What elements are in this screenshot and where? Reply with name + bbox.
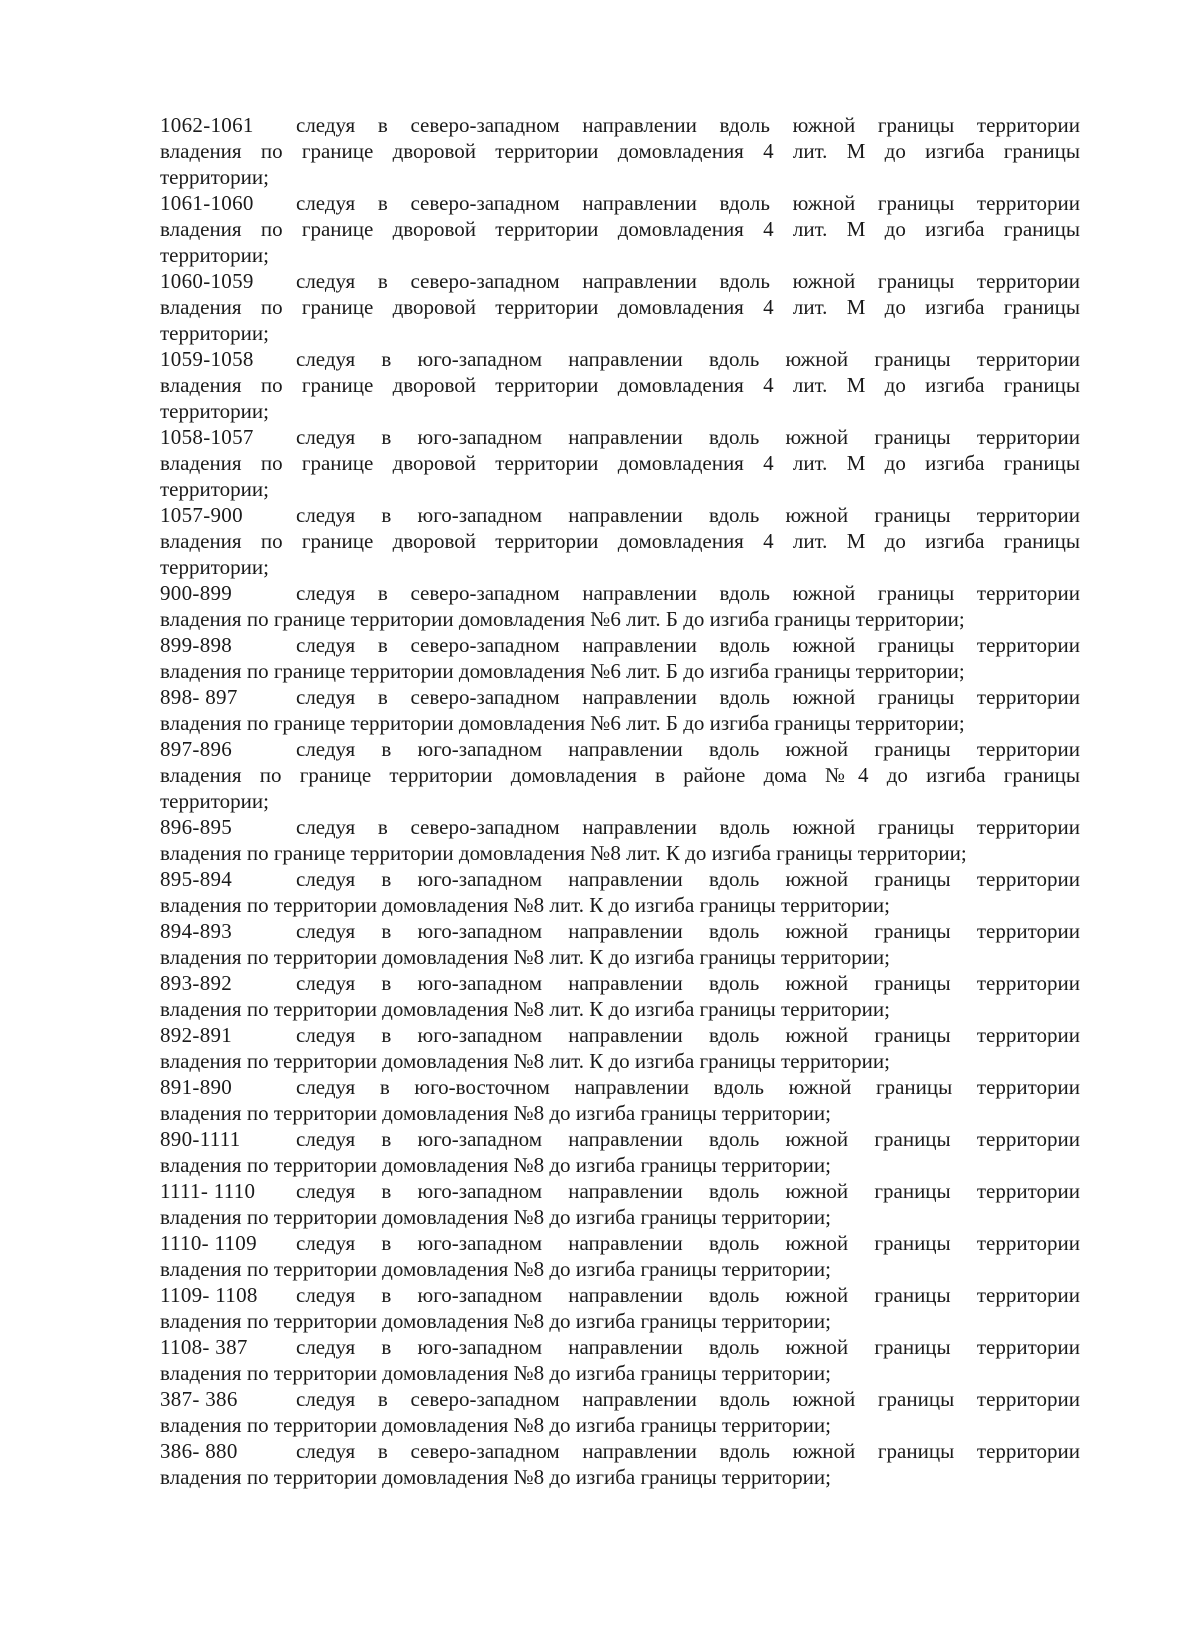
segment-code: 1059-1058 [160,347,254,371]
segment-description-line-1: следуя в юго-западном направлении вдоль южной границы территории [296,1023,1080,1047]
segment-code: 893-892 [160,971,233,995]
boundary-entry [160,814,1080,866]
segment-code: 899-898 [160,633,233,657]
segment-description-line-3: территории; [160,321,269,345]
segment-description-line-1: следуя в юго-западном направлении вдоль южной границы территории [296,919,1080,943]
segment-description-line-2: владения по границе территории домовладения №6 лит. Б до изгиба границы территории; [160,659,965,683]
segment-description-line-2: владения по границе территории домовладения в районе дома №4 до изгиба границы [160,763,1080,787]
segment-description-line-2: владения по границе территории домовладения №6 лит. Б до изгиба границы территории; [160,607,965,631]
segment-description-line-1: следуя в юго-западном направлении вдоль южной границы территории [296,1179,1080,1203]
segment-code: 1110- 1109 [160,1231,257,1255]
segment-description-line-1: следуя в юго-западном направлении вдоль южной границы территории [296,347,1080,371]
entry-first-line [160,1126,1080,1152]
boundary-entry [160,580,1080,632]
segment-description-line-2: владения по территории домовладения №8 до изгиба границы территории; [160,1153,831,1177]
entry-first-line [160,268,1080,294]
segment-description-line-2: владения по территории домовладения №8 до изгиба границы территории; [160,1257,831,1281]
boundary-entry [160,190,1080,268]
boundary-entry [160,502,1080,580]
boundary-entry [160,1230,1080,1282]
entry-first-line [160,918,1080,944]
segment-description-line-2: владения по территории домовладения №8 до изгиба границы территории; [160,1361,831,1385]
entry-first-line [160,346,1080,372]
boundary-entry [160,970,1080,1022]
segment-code: 891-890 [160,1075,233,1099]
boundary-entry [160,1438,1080,1490]
boundary-entry [160,918,1080,970]
segment-description-line-2: владения по границе дворовой территории домовладения 4 лит. М до изгиба границы [160,217,1080,241]
boundary-entry [160,866,1080,918]
segment-description-line-1: следуя в северо-западном направлении вдоль южной границы территории [296,1387,1080,1411]
segment-description-line-3: территории; [160,243,269,267]
segment-description-line-3: территории; [160,789,269,813]
segment-code: 892-891 [160,1023,233,1047]
segment-description-line-2: владения по границе дворовой территории домовладения 4 лит. М до изгиба границы [160,295,1080,319]
boundary-entry [160,632,1080,684]
entry-first-line [160,424,1080,450]
boundary-entry [160,346,1080,424]
document-page [160,112,1080,1490]
entry-first-line [160,190,1080,216]
segment-description-line-1: следуя в юго-западном направлении вдоль южной границы территории [296,971,1080,995]
segment-code: 1062-1061 [160,113,254,137]
segment-description-line-1: следуя в юго-западном направлении вдоль южной границы территории [296,867,1080,891]
segment-description-line-2: владения по территории домовладения №8 лит. К до изгиба границы территории; [160,945,890,969]
segment-description-line-2: владения по границе дворовой территории домовладения 4 лит. М до изгиба границы [160,373,1080,397]
boundary-entry [160,736,1080,814]
entry-first-line [160,1386,1080,1412]
segment-description-line-2: владения по территории домовладения №8 до изгиба границы территории; [160,1413,831,1437]
boundary-entry [160,1178,1080,1230]
segment-description-line-2: владения по территории домовладения №8 до изгиба границы территории; [160,1309,831,1333]
segment-description-line-2: владения по территории домовладения №8 до изгиба границы территории; [160,1205,831,1229]
segment-description-line-1: следуя в северо-западном направлении вдоль южной границы территории [296,191,1080,215]
segment-description-line-2: владения по территории домовладения №8 лит. К до изгиба границы территории; [160,893,890,917]
boundary-entry [160,112,1080,190]
segment-description-line-2: владения по границе дворовой территории домовладения 4 лит. М до изгиба границы [160,451,1080,475]
boundary-entry-list [160,112,1080,1490]
segment-code: 1061-1060 [160,191,254,215]
entry-first-line [160,684,1080,710]
segment-description-line-1: следуя в северо-западном направлении вдоль южной границы территории [296,269,1080,293]
segment-description-line-3: территории; [160,165,269,189]
entry-first-line [160,1230,1080,1256]
entry-first-line [160,632,1080,658]
entry-first-line [160,1334,1080,1360]
segment-description-line-2: владения по границе дворовой территории домовладения 4 лит. М до изгиба границы [160,529,1080,553]
entry-first-line [160,736,1080,762]
segment-code: 1108- 387 [160,1335,248,1359]
boundary-entry [160,1282,1080,1334]
segment-description-line-2: владения по территории домовладения №8 лит. К до изгиба границы территории; [160,997,890,1021]
segment-description-line-1: следуя в северо-западном направлении вдоль южной границы территории [296,113,1080,137]
segment-code: 1111- 1110 [160,1179,256,1203]
entry-first-line [160,580,1080,606]
boundary-entry [160,424,1080,502]
segment-description-line-2: владения по границе территории домовладения №6 лит. Б до изгиба границы территории; [160,711,965,735]
segment-description-line-1: следуя в юго-западном направлении вдоль южной границы территории [296,1283,1080,1307]
segment-description-line-1: следуя в юго-западном направлении вдоль южной границы территории [296,737,1080,761]
segment-description-line-1: следуя в северо-западном направлении вдоль южной границы территории [296,685,1080,709]
segment-description-line-1: следуя в юго-западном направлении вдоль южной границы территории [296,425,1080,449]
segment-description-line-2: владения по территории домовладения №8 лит. К до изгиба границы территории; [160,1049,890,1073]
entry-first-line [160,1022,1080,1048]
segment-code: 1060-1059 [160,269,254,293]
entry-first-line [160,1178,1080,1204]
segment-description-line-1: следуя в северо-западном направлении вдоль южной границы территории [296,581,1080,605]
boundary-entry [160,1126,1080,1178]
segment-description-line-1: следуя в юго-западном направлении вдоль южной границы территории [296,1335,1080,1359]
segment-description-line-1: следуя в юго-восточном направлении вдоль южной границы территории [296,1075,1080,1099]
segment-code: 1058-1057 [160,425,254,449]
entry-first-line [160,814,1080,840]
boundary-entry [160,1022,1080,1074]
boundary-entry [160,1386,1080,1438]
segment-description-line-1: следуя в северо-западном направлении вдоль южной границы территории [296,633,1080,657]
entry-first-line [160,1282,1080,1308]
boundary-entry [160,684,1080,736]
segment-description-line-1: следуя в юго-западном направлении вдоль южной границы территории [296,1127,1080,1151]
entry-first-line [160,1074,1080,1100]
segment-description-line-1: следуя в северо-западном направлении вдоль южной границы территории [296,1439,1080,1463]
segment-description-line-1: следуя в юго-западном направлении вдоль южной границы территории [296,1231,1080,1255]
segment-code: 386- 880 [160,1439,238,1463]
segment-description-line-3: территории; [160,399,269,423]
segment-code: 900-899 [160,581,233,605]
entry-first-line [160,112,1080,138]
entry-first-line [160,1438,1080,1464]
segment-code: 1109- 1108 [160,1283,258,1307]
segment-description-line-2: владения по территории домовладения №8 до изгиба границы территории; [160,1101,831,1125]
segment-description-line-1: следуя в юго-западном направлении вдоль южной границы территории [296,503,1080,527]
segment-description-line-3: территории; [160,555,269,579]
entry-first-line [160,970,1080,996]
boundary-entry [160,1334,1080,1386]
segment-code: 898- 897 [160,685,238,709]
segment-description-line-2: владения по границе территории домовладения №8 лит. К до изгиба границы территории; [160,841,967,865]
segment-code: 387- 386 [160,1387,238,1411]
entry-first-line [160,866,1080,892]
entry-first-line [160,502,1080,528]
segment-code: 895-894 [160,867,233,891]
segment-code: 896-895 [160,815,233,839]
segment-code: 897-896 [160,737,233,761]
segment-description-line-2: владения по границе дворовой территории домовладения 4 лит. М до изгиба границы [160,139,1080,163]
boundary-entry [160,268,1080,346]
segment-code: 890-1111 [160,1127,241,1151]
segment-code: 894-893 [160,919,233,943]
boundary-entry [160,1074,1080,1126]
segment-description-line-3: территории; [160,477,269,501]
segment-description-line-2: владения по территории домовладения №8 до изгиба границы территории; [160,1465,831,1489]
segment-description-line-1: следуя в северо-западном направлении вдоль южной границы территории [296,815,1080,839]
segment-code: 1057-900 [160,503,243,527]
